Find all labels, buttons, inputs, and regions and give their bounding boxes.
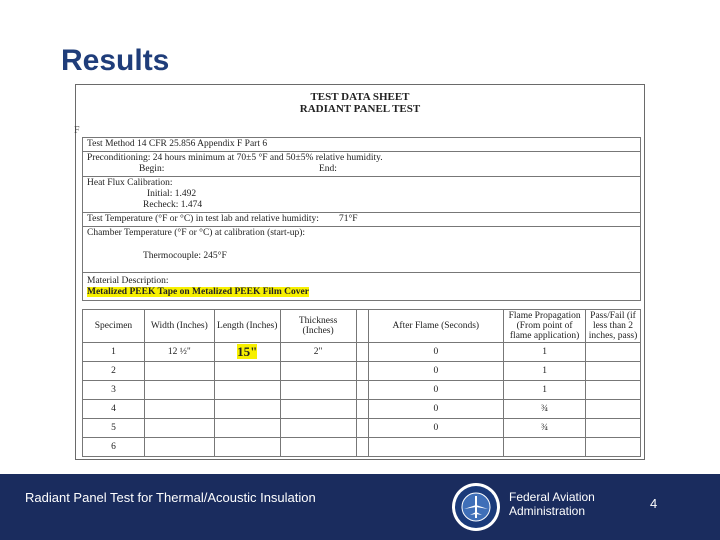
test-temperature-label: Test Temperature (°F or °C) in test lab and relative humidity: bbox=[87, 214, 319, 224]
end-label: End: bbox=[319, 164, 337, 174]
table-cell bbox=[368, 438, 504, 457]
slide-title: Results bbox=[61, 44, 170, 77]
chamber-temperature-label: Chamber Temperature (°F or °C) at calibration (start-up): bbox=[87, 228, 306, 238]
table-cell: ¾ bbox=[504, 419, 586, 438]
table-cell: 4 bbox=[83, 400, 145, 419]
results-table bbox=[82, 309, 641, 457]
col-header-pass-fail: Pass/Fail (if less than 2 inches, pass) bbox=[586, 310, 641, 343]
table-row bbox=[83, 381, 641, 400]
begin-label: Begin: bbox=[139, 164, 165, 174]
sheet-info-block bbox=[82, 137, 641, 301]
table-row bbox=[83, 343, 641, 362]
table-row bbox=[83, 362, 641, 381]
agency-line-1: Federal Aviation bbox=[509, 490, 595, 504]
heat-flux-row bbox=[83, 177, 640, 213]
table-cell: ¾ bbox=[504, 400, 586, 419]
col-header-after-flame: After Flame (Seconds) bbox=[368, 310, 504, 343]
table-cell bbox=[356, 362, 368, 381]
table-cell: 0 bbox=[368, 362, 504, 381]
test-data-sheet bbox=[75, 84, 645, 460]
table-cell: 6 bbox=[83, 438, 145, 457]
col-header-spacer bbox=[356, 310, 368, 343]
col-header-specimen: Specimen bbox=[83, 310, 145, 343]
test-temperature-row bbox=[83, 213, 640, 227]
material-value: Metalized PEEK Tape on Metalized PEEK Film Cover bbox=[87, 287, 309, 297]
table-cell bbox=[586, 419, 641, 438]
table-cell: 1 bbox=[504, 362, 586, 381]
footer-title: Radiant Panel Test for Thermal/Acoustic Insulation bbox=[25, 490, 316, 505]
table-cell bbox=[280, 381, 356, 400]
table-cell: 2 bbox=[83, 362, 145, 381]
agency-line-2: Administration bbox=[509, 504, 586, 518]
table-cell bbox=[504, 438, 586, 457]
table-cell bbox=[214, 362, 280, 381]
table-row bbox=[83, 419, 641, 438]
table-cell bbox=[144, 400, 214, 419]
table-cell bbox=[356, 419, 368, 438]
table-cell bbox=[356, 343, 368, 362]
table-cell bbox=[280, 438, 356, 457]
table-cell: 12 ½" bbox=[144, 343, 214, 362]
table-cell bbox=[586, 381, 641, 400]
table-cell bbox=[214, 343, 280, 362]
heat-flux-recheck: Recheck: 1.474 bbox=[143, 200, 203, 210]
col-header-thickness: Thickness (Inches) bbox=[280, 310, 356, 343]
table-cell: 1 bbox=[504, 343, 586, 362]
table-cell bbox=[214, 438, 280, 457]
table-cell: 5 bbox=[83, 419, 145, 438]
col-header-length: Length (Inches) bbox=[214, 310, 280, 343]
table-cell bbox=[586, 343, 641, 362]
table-cell: 1 bbox=[83, 343, 145, 362]
table-cell bbox=[214, 381, 280, 400]
table-cell: 0 bbox=[368, 381, 504, 400]
length-highlight: 15" bbox=[237, 344, 258, 359]
faa-seal-icon bbox=[451, 482, 501, 532]
heat-flux-label: Heat Flux Calibration: bbox=[87, 178, 173, 188]
table-cell bbox=[144, 381, 214, 400]
table-cell bbox=[586, 438, 641, 457]
material-row bbox=[83, 273, 640, 301]
sheet-subtitle: RADIANT PANEL TEST bbox=[299, 103, 421, 115]
sheet-title: TEST DATA SHEET bbox=[310, 91, 410, 103]
table-cell: 3 bbox=[83, 381, 145, 400]
table-cell bbox=[280, 362, 356, 381]
test-method: Test Method 14 CFR 25.856 Appendix F Part 6 bbox=[87, 139, 268, 149]
stray-mark: F bbox=[74, 125, 80, 136]
table-cell: 2" bbox=[280, 343, 356, 362]
preconditioning-row bbox=[83, 152, 640, 177]
table-cell: 0 bbox=[368, 419, 504, 438]
table-cell bbox=[214, 419, 280, 438]
table-cell bbox=[280, 419, 356, 438]
test-temperature-value: 71°F bbox=[339, 214, 358, 224]
table-cell bbox=[214, 400, 280, 419]
table-header-row bbox=[83, 310, 641, 343]
table-cell bbox=[144, 362, 214, 381]
col-header-flame-propagation: Flame Propagation (From point of flame application) bbox=[504, 310, 586, 343]
page-number: 4 bbox=[650, 496, 658, 511]
table-cell bbox=[356, 381, 368, 400]
footer-bar bbox=[0, 474, 720, 540]
preconditioning: Preconditioning: 24 hours minimum at 70±5 °F and 50±5% relative humidity. bbox=[87, 153, 383, 163]
heat-flux-initial: Initial: 1.492 bbox=[147, 189, 197, 199]
col-header-width: Width (Inches) bbox=[144, 310, 214, 343]
test-method-row bbox=[83, 138, 640, 152]
chamber-temperature-row bbox=[83, 227, 640, 273]
material-label: Material Description: bbox=[87, 276, 169, 286]
table-cell bbox=[586, 362, 641, 381]
table-cell bbox=[144, 419, 214, 438]
table-cell bbox=[356, 438, 368, 457]
agency-name bbox=[509, 490, 595, 518]
table-cell bbox=[586, 400, 641, 419]
table-cell: 0 bbox=[368, 343, 504, 362]
table-cell: 0 bbox=[368, 400, 504, 419]
table-cell bbox=[280, 400, 356, 419]
table-cell bbox=[356, 400, 368, 419]
thermocouple: Thermocouple: 245°F bbox=[143, 251, 227, 261]
table-cell bbox=[144, 438, 214, 457]
table-row bbox=[83, 400, 641, 419]
table-row bbox=[83, 438, 641, 457]
table-cell: 1 bbox=[504, 381, 586, 400]
